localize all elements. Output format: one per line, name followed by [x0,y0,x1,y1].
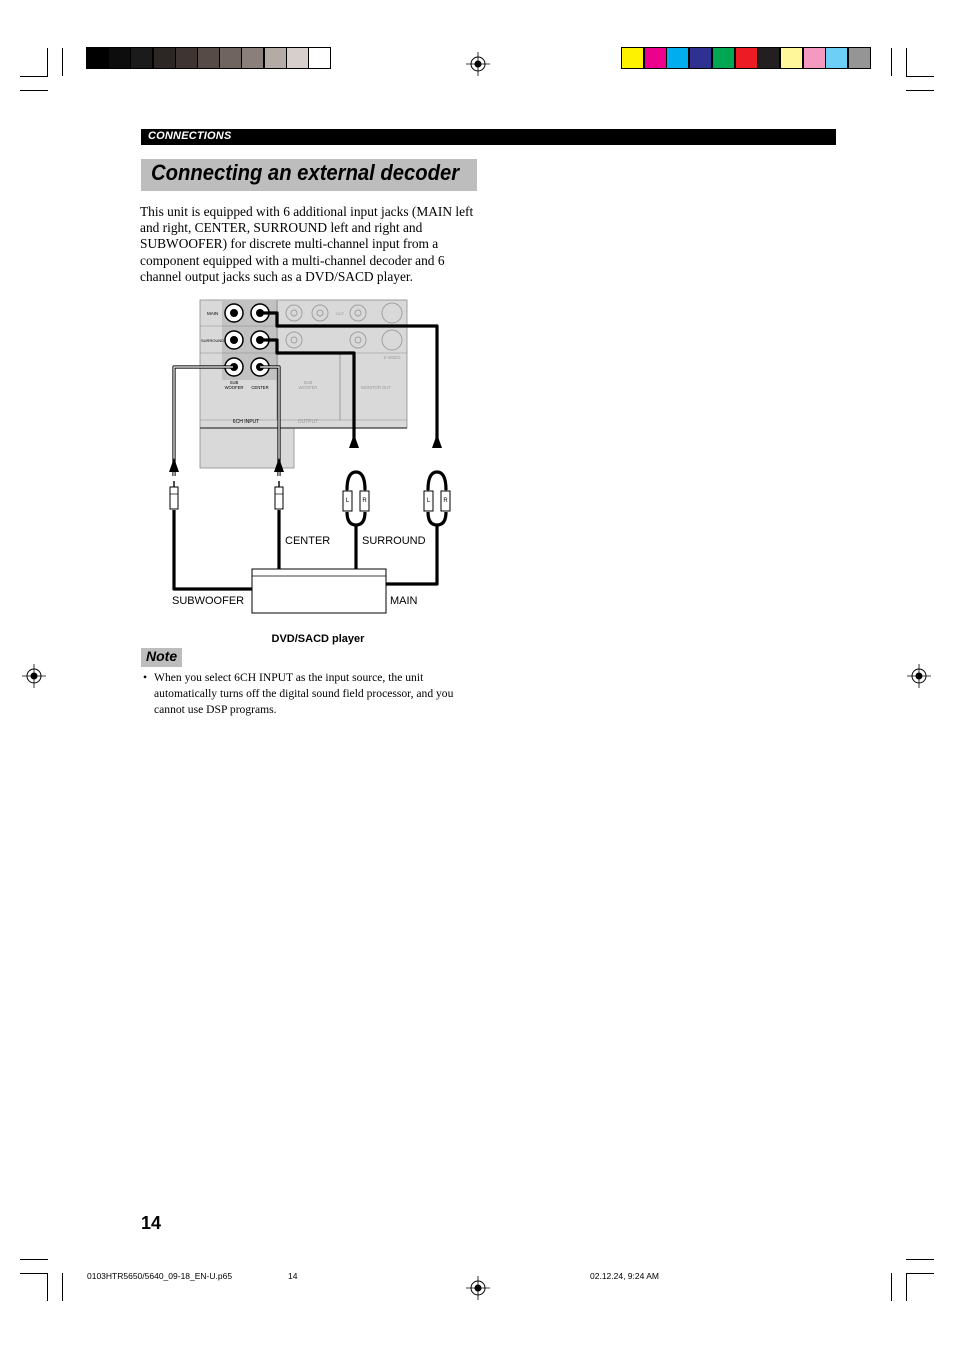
registration-target-icon [466,1276,490,1300]
footer-datetime: 02.12.24, 9:24 AM [590,1271,659,1281]
title-box [141,159,477,191]
plug-label-l: L [345,498,350,504]
panel-label-main: MAIN [207,311,219,316]
panel-label-out: OUT [335,311,345,316]
color-swatch [689,47,712,69]
panel-label-surround: SURROUND [201,338,225,343]
label-center: CENTER [285,535,331,547]
color-swatch [757,47,780,69]
registration-target-icon [907,664,931,688]
color-swatch [621,47,644,69]
plug-label-r: R [443,498,448,504]
footer-page: 14 [288,1271,298,1281]
jack-main-left [225,304,243,322]
plug-center [275,481,283,509]
panel-label-output: OUTPUT [297,419,319,425]
page-title: Connecting an external decoder [151,160,460,185]
gray-swatch [130,47,153,69]
color-swatch [735,47,758,69]
gray-swatch [153,47,176,69]
section-header: CONNECTIONS [148,130,232,142]
gray-swatch [264,47,287,69]
jack-surround-left [225,331,243,349]
label-surround: SURROUND [362,535,426,547]
gray-swatch [241,47,264,69]
note-heading: Note [146,648,178,664]
plug-subwoofer [170,481,178,509]
color-swatch [803,47,826,69]
gray-swatch [86,47,109,69]
gray-swatch [308,47,331,69]
panel-label-s-video: S VIDEO [383,355,401,360]
section-header-bar [141,129,836,145]
gray-swatch [219,47,242,69]
panel-label-6ch-input: 6CH INPUT [232,419,260,425]
panel-label-subwoofer-out: SUB WOOFER [298,380,318,390]
gray-swatch [175,47,198,69]
gray-swatch [286,47,309,69]
footer-file: 0103HTR5650/5640_09-18_EN-U.p65 [87,1271,233,1281]
page-number: 14 [141,1213,162,1233]
registration-target-icon [466,52,490,76]
note-text: When you select 6CH INPUT as the input source, the unit automatically turns off the digital sound field processor, and you cannot use DSP programs. [154,671,454,716]
color-swatch [825,47,848,69]
panel-label-monitor-out: MONITOR OUT [361,385,391,390]
note-heading-box [141,648,182,667]
panel-label-center: CENTER [251,385,269,390]
color-swatch [666,47,689,69]
plug-label-r: R [362,498,367,504]
color-swatch [712,47,735,69]
label-main: MAIN [390,595,418,607]
plug-label-l: L [426,498,431,504]
registration-target-icon [22,664,46,688]
label-subwoofer: SUBWOOFER [172,595,245,607]
panel-label-subwoofer: SUB WOOFER [224,380,244,390]
color-swatch [848,47,871,69]
color-swatch [780,47,803,69]
label-dvd-sacd-player: DVD/SACD player [271,633,365,645]
note-bullet: • [143,671,148,684]
color-swatch [644,47,667,69]
gray-swatch [108,47,131,69]
connection-diagram [160,295,460,650]
intro-paragraph: This unit is equipped with 6 additional input jacks (MAIN left and right, CENTER, SURROUND left and right and SUBWOOFER) for discrete multi-channel input from a component equipped with a multi-channel decoder and 6 channel output jacks such as a DVD/SACD player. [140,204,474,284]
gray-swatch [197,47,220,69]
